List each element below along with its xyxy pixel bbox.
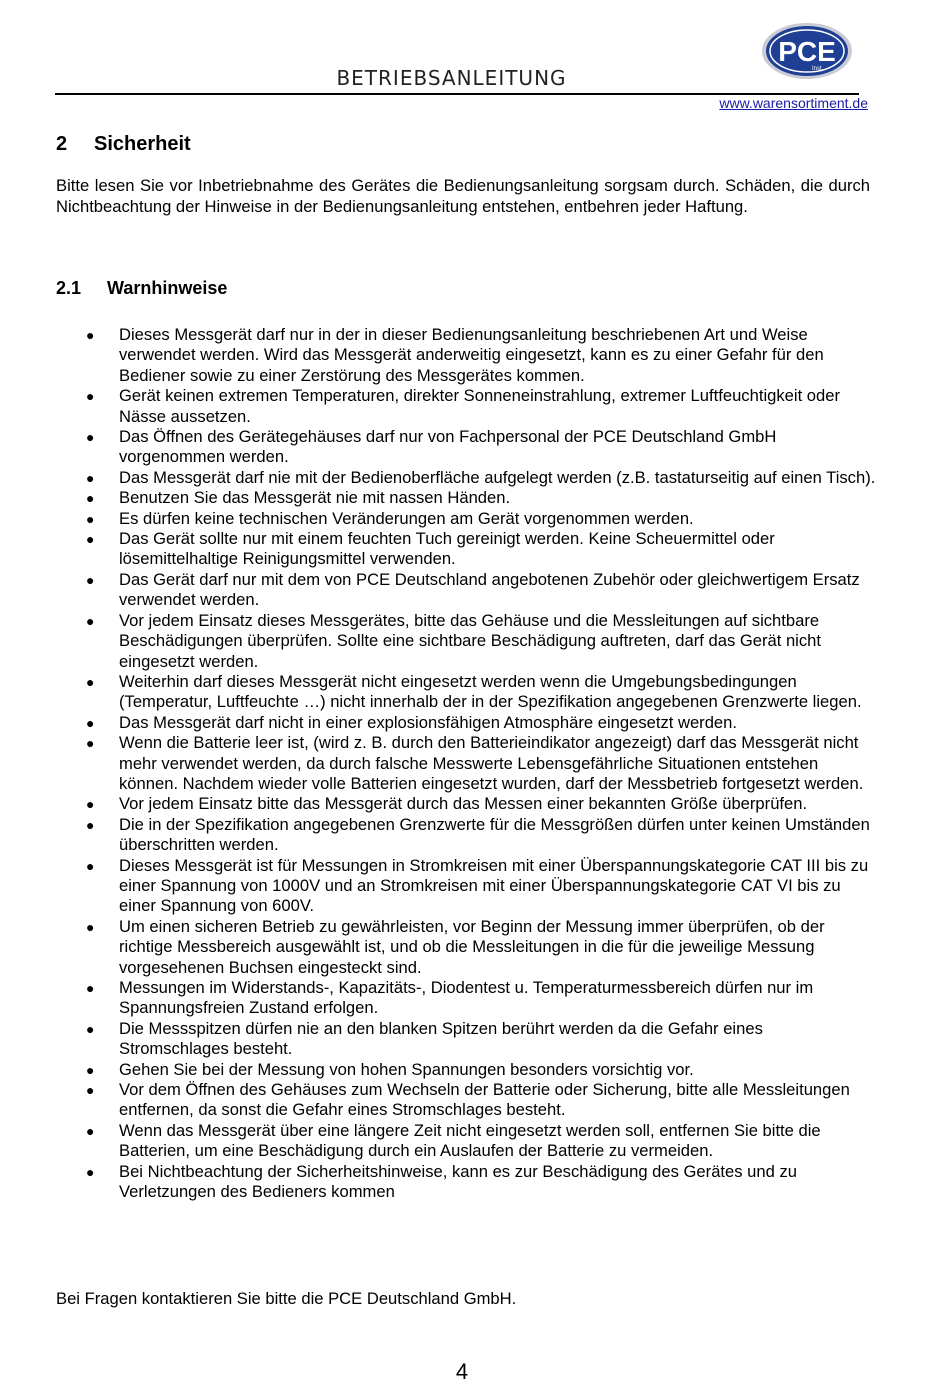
list-item-text: Gehen Sie bei der Messung von hohen Spannungen besonders vorsichtig vor. [119, 1059, 694, 1079]
list-item [56, 815, 876, 856]
list-item [56, 794, 876, 814]
list-item-text: Vor jedem Einsatz bitte das Messgerät durch das Messen einer bekannten Größe überprüfen. [119, 794, 808, 814]
list-item-text: Benutzen Sie das Messgerät nie mit nassen Händen. [119, 488, 511, 508]
bullet-icon: ● [86, 1061, 95, 1078]
list-item [56, 427, 876, 468]
list-item-text: Um einen sicheren Betrieb zu gewährleisten, vor Beginn der Messung immer überprüfen, ob der richtige Messbereich ausgewählt ist, und ob die Messleitungen in die für die jeweilige Messung vorgesehenen Buchsen eingesteckt sind. [119, 916, 825, 977]
pce-logo-icon [761, 22, 853, 80]
list-item-text: Das Gerät darf nur mit dem von PCE Deutschland angebotenen Zubehör oder gleichwertigem Ersatz verwendet werden. [119, 569, 860, 610]
list-item [56, 856, 876, 917]
list-item-text: Das Messgerät darf nie mit der Bedienoberfläche aufgelegt werden (z.B. tastaturseitig auf einen Tisch). [119, 467, 876, 487]
warning-list [56, 325, 876, 1202]
list-item [56, 570, 876, 611]
list-item-text: Die Messspitzen dürfen nie an den blanken Spitzen berührt werden da die Gefahr eines Stromschlages besteht. [119, 1018, 763, 1059]
bullet-icon: ● [86, 796, 95, 813]
list-item-text: Wenn das Messgerät über eine längere Zeit nicht eingesetzt werden soll, entfernen Sie bitte die Batterien, um eine Beschädigung durch ein Auslaufen der Batterie zu vermeiden. [119, 1120, 821, 1161]
list-item [56, 733, 876, 794]
section-number: 2 [56, 133, 68, 155]
list-item [56, 509, 876, 529]
list-item-text: Dieses Messgerät ist für Messungen in Stromkreisen mit einer Überspannungskategorie CAT III bis zu einer Spannung von 1000V und an Stromkreisen mit einer Überspannungskategorie CAT VI bis zu einer Spannung von 600V. [119, 855, 869, 916]
list-item [56, 488, 876, 508]
list-item [56, 672, 876, 713]
list-item [56, 386, 876, 427]
list-item [56, 1162, 876, 1203]
document-header-title: BETRIEBSANLEITUNG [336, 66, 567, 90]
bullet-icon: ● [86, 1163, 95, 1180]
section-title: Sicherheit [94, 133, 191, 155]
bullet-icon: ● [86, 857, 95, 874]
list-item [56, 611, 876, 672]
list-item-text: Die in der Spezifikation angegebenen Grenzwerte für die Messgrößen dürfen unter keinen Umständen überschritten werden. [119, 814, 870, 855]
bullet-icon: ● [86, 1122, 95, 1139]
list-item [56, 1121, 876, 1162]
website-link[interactable]: www.warensortiment.de [719, 95, 868, 111]
bullet-icon: ● [86, 327, 95, 343]
list-item [56, 529, 876, 570]
bullet-icon: ● [86, 490, 95, 507]
bullet-icon: ● [86, 980, 95, 996]
list-item-text: Gerät keinen extremen Temperaturen, direkter Sonneneinstrahlung, extremer Luftfeuchtigkeit oder Nässe aussetzen. [119, 386, 841, 426]
list-item-text: Vor dem Öffnen des Gehäuses zum Wechseln der Batterie oder Sicherung, bitte alle Messleitungen entfernen, da sonst die Gefahr eines Stromschlages besteht. [119, 1080, 850, 1120]
bullet-icon: ● [86, 735, 95, 752]
list-item-text: Es dürfen keine technischen Veränderungen am Gerät vorgenommen werden. [119, 508, 694, 528]
subsection-heading [56, 278, 227, 299]
section-heading [56, 133, 191, 156]
list-item [56, 978, 876, 1019]
bullet-icon: ● [86, 469, 95, 486]
bullet-icon: ● [86, 1020, 95, 1037]
pce-logo [761, 22, 853, 80]
list-item [56, 1060, 876, 1080]
list-item-text: Das Messgerät darf nicht in einer explosionsfähigen Atmosphäre eingesetzt werden. [119, 712, 738, 732]
page-number: 4 [455, 1359, 469, 1384]
subsection-title: Warnhinweise [107, 278, 228, 298]
list-item [56, 917, 876, 978]
bullet-icon: ● [86, 429, 95, 446]
list-item-text: Weiterhin darf dieses Messgerät nicht eingesetzt werden wenn die Umgebungsbedingungen (Temperatur, Luftfeuchte …) nicht innerhalb der in der Spezifikation angegebenen Grenzwerte liegen. [119, 671, 862, 712]
bullet-icon: ● [86, 1082, 95, 1099]
section-intro-paragraph: Bitte lesen Sie vor Inbetriebnahme des Gerätes die Bedienungsanleitung sorgsam durch. Schäden, die durch Nichtbeachtung der Hinweise in der Bedienungsanleitung entstehen, entbehren jeder Haftung. [56, 176, 870, 216]
list-item [56, 1019, 876, 1060]
subsection-number: 2.1 [56, 278, 82, 298]
bullet-icon: ● [86, 388, 95, 405]
list-item-text: Wenn die Batterie leer ist, (wird z. B. durch den Batterieindikator angezeigt) darf das Messgerät nicht mehr verwendet werden, da durch falsche Messwerte Lebensgefährliche Situationen entstehen können. Nachdem wieder volle Batterien eingesetzt wurden, darf der Messbetrieb fortgesetzt werden. [119, 733, 864, 793]
logo-text: PCE [778, 36, 836, 67]
list-item-text: Bei Nichtbeachtung der Sicherheitshinweise, kann es zur Beschädigung des Gerätes und zu Verletzungen des Bedieners kommen [119, 1161, 797, 1202]
bullet-icon: ● [86, 816, 95, 833]
closing-paragraph: Bei Fragen kontaktieren Sie bitte die PCE Deutschland GmbH. [56, 1289, 517, 1308]
list-item-text: Messungen im Widerstands-, Kapazitäts-, Diodentest u. Temperaturmessbereich dürfen nur im Spannungsfreien Zustand erfolgen. [119, 978, 814, 1018]
bullet-icon: ● [86, 612, 95, 629]
list-item-text: Das Gerät sollte nur mit einem feuchten Tuch gereinigt werden. Keine Scheuermittel oder lösemittelhaltige Reinigungsmittel verwenden. [119, 529, 775, 569]
bullet-icon: ● [86, 918, 95, 935]
bullet-icon: ● [86, 510, 95, 527]
list-item [56, 325, 876, 386]
list-item [56, 713, 876, 733]
bullet-icon: ● [86, 571, 95, 588]
bullet-icon: ● [86, 673, 95, 690]
bullet-icon: ● [86, 714, 95, 731]
list-item-text: Vor jedem Einsatz dieses Messgerätes, bitte das Gehäuse und die Messleitungen auf sichtbare Beschädigungen überprüfen. Sollte eine sichtbare Beschädigung auftreten, darf das Gerät nicht eingesetzt werden. [119, 610, 822, 671]
list-item-text: Das Öffnen des Gerätegehäuses darf nur von Fachpersonal der PCE Deutschland GmbH vorgenommen werden. [119, 427, 777, 467]
list-item [56, 468, 876, 488]
logo-subtext: Inst. [812, 66, 824, 72]
list-item [56, 1080, 876, 1121]
list-item-text: Dieses Messgerät darf nur in der in dieser Bedienungsanleitung beschriebenen Art und Weise verwendet werden. Wird das Messgerät anderweitig eingesetzt, kann es zu einer Gefahr für den Bediener sowie zu einer Zerstörung des Messgerätes kommen. [119, 325, 824, 385]
bullet-icon: ● [86, 531, 95, 548]
